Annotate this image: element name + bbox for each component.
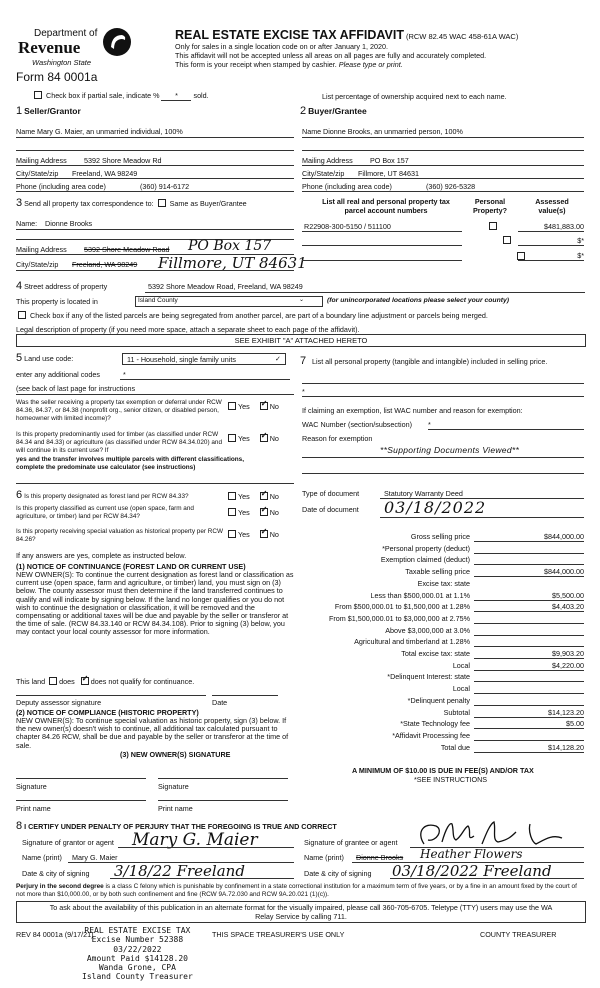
s6-question-3: Is this property receiving special valuation as historical property per RCW 84.26? (16, 528, 224, 544)
s5-question-1: Was the seller receiving a property tax exemption or deferral under RCW 84.36, 84.37, or 84.38 (nonprofit org., senior citizen, or disabled person, homeowner with limited income)? (16, 399, 222, 423)
section-6-number: 6 (16, 489, 23, 501)
grantor-date-city[interactable]: 3/18/22 Freeland (114, 862, 245, 880)
see-back-note: (see back of last page for instructions (16, 384, 136, 393)
s6-q2-yes-checkbox[interactable] (228, 508, 236, 516)
doc-date[interactable]: 03/18/2022 (384, 498, 487, 517)
tax-row (300, 601, 584, 612)
additional-codes-label: enter any additional codes (16, 370, 100, 379)
additional-codes[interactable]: * (123, 370, 126, 379)
notice-2-heading: (2) NOTICE OF COMPLIANCE (HISTORIC PROPERTY) (16, 708, 199, 717)
tax-row-value[interactable] (474, 696, 584, 706)
stamp-line-5: Wanda Grone, CPA (98, 963, 176, 973)
owner-print-1-label: Print name (16, 804, 51, 813)
notice-1-heading: (1) NOTICE OF CONTINUANCE (FOREST LAND OR CURRENT USE) (16, 562, 246, 571)
grantor-sig-label: Signature of grantor or agent (22, 838, 114, 847)
stamp-line-2: Excise Number 52388 (91, 935, 184, 945)
buyer-name[interactable]: Dionne Brooks, an unmarried person, 100% (323, 127, 463, 136)
tax-row-label: Excise tax: state (417, 578, 470, 588)
s6-q2-answers (226, 508, 279, 517)
tax-row-label: Taxable selling price (405, 567, 470, 577)
minimum-due: A MINIMUM OF $10.00 IS DUE IN FEE(S) AND/OR TAX (352, 766, 534, 775)
tax-row (300, 636, 584, 647)
doc-type-label: Type of document (302, 489, 360, 498)
buyer-mail-label: Mailing Address (302, 156, 353, 165)
s5-q2-answers (226, 434, 279, 443)
tax-row (300, 742, 584, 753)
stamp-line-1: REAL ESTATE EXCISE TAX (84, 926, 191, 935)
wac-value[interactable]: * (428, 420, 431, 429)
land-use-value: 11 - Household, single family units (127, 355, 236, 364)
seller-phone[interactable]: (360) 914-6172 (140, 182, 190, 191)
continuance-row (16, 677, 194, 686)
street-label: Street address of property (24, 282, 108, 291)
county-dropdown-icon: ⌄ (298, 297, 304, 303)
header-line3 (175, 60, 403, 69)
seller-mail[interactable]: 5392 Shore Meadow Rd (84, 156, 162, 165)
seller-phone-label: Phone (including area code) (16, 182, 106, 191)
tax-row-value[interactable] (474, 614, 584, 624)
legal-description[interactable] (16, 334, 586, 347)
buyer-city-label: City/State/zip (302, 169, 345, 178)
stamp-line-4: Amount Paid $14128.20 (86, 953, 188, 963)
buyer-phone-label: Phone (including area code) (302, 182, 392, 191)
corr-name-label: Name: (16, 219, 38, 228)
s6-q1-answers (226, 492, 279, 501)
tax-row-label: Local (452, 684, 470, 694)
same-as-buyer-checkbox[interactable] (158, 199, 166, 207)
legal-label: Legal description of property (if you need more space, attach a separate sheet to each page of the affidavit). (16, 325, 360, 334)
tax-row-value[interactable] (474, 626, 584, 636)
street-address[interactable]: 5392 Shore Meadow Road, Freeland, WA 98249 (148, 282, 303, 291)
corr-city-struck: Freeland, WA 98249 (72, 260, 138, 269)
s6-q1-yes-label: Yes (238, 492, 250, 501)
parcel-head-1a: List all real and personal property tax (322, 197, 450, 206)
partial-sale (32, 91, 209, 101)
buyer-name-label: Name (302, 127, 322, 136)
tax-row-label: Total due (440, 742, 470, 752)
tax-row (300, 707, 584, 718)
s5-q2-no-checkbox[interactable] (260, 434, 268, 442)
tax-row-label: *Personal property (deduct) (382, 543, 470, 553)
segregated-row (16, 311, 488, 320)
grantee-date-label: Date & city of signing (304, 869, 372, 878)
s5-q2-yes-label: Yes (238, 434, 250, 443)
land-use-label: Land use code: (24, 354, 74, 363)
section-1-number: 1 (16, 105, 23, 117)
tax-row-label: *State Technology fee (400, 719, 470, 729)
tax-row (300, 718, 584, 729)
reason-value[interactable]: **Supporting Documents Viewed** (380, 445, 520, 455)
tax-row-label: Local (452, 660, 470, 670)
grantee-signature-icon (412, 818, 582, 850)
parcel-value-1[interactable]: $481,883.00 (544, 222, 584, 231)
grantor-print-name[interactable]: Mary G. Maier (72, 853, 118, 862)
tax-row-label: From $1,500,000.01 to $3,000,000 at 2.75% (328, 613, 470, 623)
corr-city-handwritten: Fillmore, UT 84631 (158, 254, 307, 272)
tax-row-value[interactable] (474, 637, 584, 647)
s5-q1-no-label: No (269, 402, 279, 411)
stamp-line-6: Island County Treasurer (82, 972, 193, 982)
treasurer-use: THIS SPACE TREASURER'S USE ONLY (212, 930, 345, 939)
if-any-yes: If any answers are yes, complete as instructed below. (16, 551, 187, 560)
s4-street-row (16, 280, 107, 292)
partial-sale-checkbox[interactable] (34, 91, 42, 99)
perjury-bold: Perjury in the second degree (16, 883, 104, 890)
partial-sale-label: Check box if partial sale, indicate % (46, 91, 160, 100)
reason-label: Reason for exemption (302, 434, 373, 443)
wac-label: WAC Number (section/subsection) (302, 420, 412, 429)
s6-q1-no-label: No (269, 492, 279, 501)
section-4-number: 4 (16, 280, 23, 292)
parcel-head-2b: Property? (473, 206, 507, 215)
tax-row-value[interactable] (474, 684, 584, 694)
tax-row (300, 566, 584, 577)
tax-row-value[interactable]: $844,000.00 (474, 532, 584, 542)
correspondence-label: Send all property tax correspondence to: (24, 199, 154, 208)
grantee-name-label: Name (print) (304, 853, 344, 862)
parcel-head-1b: parcel account numbers (344, 206, 428, 215)
tax-row (300, 590, 584, 601)
land-use-select[interactable] (122, 353, 286, 365)
seller-heading (16, 105, 81, 117)
s6-q3-yes-label: Yes (238, 530, 250, 539)
tax-row-value[interactable] (474, 731, 584, 741)
s6-q1-row (16, 489, 189, 501)
legal-description-text: SEE EXHIBIT "A" ATTACHED HERETO (234, 336, 368, 345)
parcel-head-3 (522, 197, 582, 215)
correspondence-heading (16, 197, 247, 209)
grantee-struck-name: Dionne Brooks (356, 853, 404, 862)
corr-name[interactable]: Dionne Brooks (45, 219, 93, 228)
s5-q1-yes-label: Yes (238, 402, 250, 411)
this-land-label: This land (16, 677, 46, 686)
owner-signature-2-label: Signature (158, 782, 189, 791)
notice-1-body: NEW OWNER(S): To continue the current designation as forest land or classification as current use (open space, farm and agriculture, or timber) land, you must sign on (3) below. The county assessor must then determine if the land transferred continues to qualify and will indicate by signing below. If the land no longer qualifies or you do not wish to continue the designation or classification, it will be removed and the compensating or additional taxes will be due and payable by the seller or transferor at the time of sale. (RCW 84.33.140 or RCW 84.34.108). Prior to signing (3) below, you may contact your local county assessor for more information. (16, 570, 294, 637)
buyer-heading (300, 105, 367, 117)
tax-row (300, 648, 584, 659)
tax-row-label: *Delinquent penalty (407, 695, 470, 705)
tax-row-value[interactable] (474, 544, 584, 554)
exemption-label: If claiming an exemption, list WAC number and reason for exemption: (302, 406, 523, 415)
tax-row-label: Total excise tax: state (401, 649, 470, 658)
county-treasurer: COUNTY TREASURER (480, 930, 557, 939)
grantor-date-label: Date & city of signing (22, 869, 90, 878)
tax-row (300, 671, 584, 682)
s6-q2-no-checkbox[interactable] (260, 508, 268, 516)
tax-row-label: Agricultural and timberland at 1.28% (354, 637, 470, 647)
parcel-personal-checkbox-1[interactable] (489, 222, 497, 230)
tax-row (300, 660, 584, 671)
tax-row-label: Subtotal (443, 707, 470, 717)
s7-row (300, 355, 306, 367)
s6-question-2: Is this property classified as current use (open space, farm and agriculture, or timber) land per RCW 84.34? (16, 505, 194, 521)
section-3-number: 3 (16, 197, 23, 209)
parcel-head-1 (306, 197, 466, 215)
partial-sale-sold: sold. (193, 91, 209, 100)
s6-q2-yes-label: Yes (238, 508, 250, 517)
does-not-label: does not qualify for continuance. (90, 677, 195, 686)
tax-row-value[interactable]: $5.00 (474, 719, 584, 729)
alt-format-box (16, 901, 586, 923)
form-number: Form 84 0001a (16, 70, 98, 84)
tax-row-value[interactable] (474, 555, 584, 565)
tax-row-value[interactable]: $9,903.20 (474, 649, 584, 659)
tax-row (300, 683, 584, 694)
section-2-number: 2 (300, 105, 307, 117)
tax-row (300, 730, 584, 741)
uninc-note: (for unincorporated locations please select your county) (327, 297, 510, 304)
tax-row (300, 543, 584, 554)
seller-name[interactable]: Mary G. Maier, an unmarried individual, 100% (37, 127, 183, 136)
tax-row (300, 531, 584, 542)
s6-q3-answers (226, 530, 279, 539)
s5-question-2b: yes and the transfer involves multiple parcels with different classifications, complete the predominate use calculator (see instructions) (16, 456, 245, 472)
owner-print-2-label: Print name (158, 804, 193, 813)
s5-q2-no-label: No (269, 434, 279, 443)
does-checkbox[interactable] (49, 677, 57, 685)
buyer-city[interactable]: Fillmore, UT 84631 (358, 169, 419, 178)
header-line1: Only for sales in a single location code on or after January 1, 2020. (175, 42, 388, 51)
notice-2-body: NEW OWNER(S): To continue special valuation as historic property, sign (3) below. If the new owner(s) doesn't wish to continue, all additional tax calculated pursuant to chapter 84.26 RCW, shall be due and payable by the seller or transferor at the time of sale. (16, 716, 289, 750)
owner-signature-1-label: Signature (16, 782, 47, 791)
treasurer-stamp (82, 926, 193, 982)
dept-line2: Revenue (18, 38, 81, 57)
personal-property-label: List all personal property (tangible and intangible) included in selling price. (312, 357, 548, 366)
county-select-value: Island County (138, 297, 178, 304)
title-ref: (RCW 82.45 WAC 458-61A WAC) (405, 32, 519, 41)
section-8-number: 8 (16, 820, 23, 832)
personal-property-value[interactable]: * (302, 387, 305, 396)
tax-row-label: *Affidavit Processing fee (392, 730, 470, 740)
does-label: does (59, 677, 75, 686)
seller-city[interactable]: Freeland, WA 98249 (72, 169, 138, 178)
seller-city-label: City/State/zip (16, 169, 59, 178)
same-as-buyer-label: Same as Buyer/Grantee (169, 199, 247, 208)
tax-row-value[interactable]: $5,500.00 (474, 591, 584, 601)
tax-row-label: Above $3,000,000 at 3.0% (385, 625, 470, 635)
title-main: REAL ESTATE EXCISE TAX AFFIDAVIT (175, 28, 404, 42)
tax-row-value[interactable]: $14,128.20 (474, 743, 584, 753)
grantee-date-city[interactable]: 03/18/2022 Freeland (392, 862, 552, 880)
header-line3-text: This form is your receipt when stamped by cashier. (175, 60, 337, 69)
section-5-number: 5 (16, 352, 23, 364)
parcel-head-3b: value(s) (538, 206, 566, 215)
located-label: This property is located in (16, 297, 98, 306)
header-line3-italic: Please type or print. (338, 60, 403, 69)
perjury-note (16, 883, 584, 899)
segregated-checkbox[interactable] (18, 311, 26, 319)
s5-question-2: Is this property predominantly used for timber (as classified under RCW 84.34 and 84.33) or agriculture (as classified under RCW 84.34.020) and will continue in its current use? If (16, 431, 223, 455)
tax-row (300, 625, 584, 636)
tax-row-label: *Delinquent Interest: state (387, 672, 470, 682)
tax-row-label: Gross selling price (410, 532, 470, 541)
tax-row-value[interactable] (474, 579, 584, 588)
tax-row (300, 695, 584, 706)
tax-row-value[interactable]: $4,403.20 (474, 602, 584, 612)
tax-row-label: From $500,000.01 to $1,500,000 at 1.28% (334, 602, 470, 612)
notice-3-heading: (3) NEW OWNER(S) SIGNATURE (120, 750, 231, 759)
section-7-number: 7 (300, 355, 307, 367)
seller-name-label: Name (16, 127, 36, 136)
tax-row-label: Exemption claimed (deduct) (380, 555, 470, 565)
alt-format-text: To ask about the availability of this publication in an alternate format for the visually impaired, please call 360-705-6705. Teletype (TTY) users may use the WA Relay Service by calling 711. (49, 903, 553, 921)
s5-q1-yes-checkbox[interactable] (228, 402, 236, 410)
s6-q2-no-label: No (269, 508, 279, 517)
county-select[interactable] (135, 296, 323, 307)
s5-q2-yes-checkbox[interactable] (228, 434, 236, 442)
grantor-name-label: Name (print) (22, 853, 62, 862)
s6-q3-no-label: No (269, 530, 279, 539)
doc-type[interactable]: Statutory Warranty Deed (384, 489, 463, 498)
s5-q1-answers (226, 402, 279, 411)
does-not-checkbox[interactable] (81, 677, 89, 685)
deputy-signature-label: Deputy assessor signature (16, 698, 102, 707)
land-use-dropdown-icon: ✓ (274, 354, 281, 363)
s5-row (16, 352, 73, 364)
s5-q1-no-checkbox[interactable] (260, 402, 268, 410)
s6-question-1: Is this property designated as forest land per RCW 84.33? (24, 493, 189, 500)
parcel-head-3a: Assessed (535, 197, 569, 206)
partial-sale-percent[interactable]: * (161, 91, 191, 101)
tax-row (300, 613, 584, 624)
parcel-head-2 (468, 197, 512, 215)
header-line2: This affidavit will not be accepted unless all areas on all pages are fully and accurately completed. (175, 51, 487, 60)
s6-q3-yes-checkbox[interactable] (228, 530, 236, 538)
tax-row (300, 554, 584, 565)
buyer-phone[interactable]: (360) 926-5328 (426, 182, 476, 191)
corr-mail-struck: 5392 Shore Meadow Road (84, 245, 170, 254)
s6-q3-no-checkbox[interactable] (260, 530, 268, 538)
certify-text: I CERTIFY UNDER PENALTY OF PERJURY THAT THE FOREGOING IS TRUE AND CORRECT (24, 822, 337, 831)
rev-number: REV 84 0001a (9/17/21) (16, 930, 94, 939)
perjury-text: is a class C felony which is punishable by confinement in a state correctional institution for a maximum term of five years, or by a fine in an amount fixed by the court of not more than $10,000.00, or by both such confinement and fine (RCW 9A.72.030 and RCW 9A.20.021 (1)(c)). (16, 883, 577, 898)
form-title (175, 28, 518, 42)
parcel-value-2[interactable]: $* (577, 236, 584, 245)
grantor-signature[interactable]: Mary G. Maier (132, 830, 258, 850)
tax-row-label: Less than $500,000.01 at 1.1% (370, 590, 470, 600)
tax-row-value[interactable] (474, 672, 584, 682)
tax-row-value[interactable]: $844,000.00 (474, 567, 584, 577)
parcel-personal-checkbox-2[interactable] (503, 236, 511, 244)
dept-line1: Department of (34, 28, 98, 39)
buyer-heading-label: Buyer/Grantee (308, 106, 367, 116)
parcel-head-2a: Personal (474, 197, 506, 206)
dor-logo-icon (102, 27, 132, 57)
dept-line3: Washington State (32, 58, 92, 67)
tax-row (300, 578, 584, 589)
doc-date-label: Date of document (302, 505, 359, 514)
corr-city-label: City/State/zip (16, 260, 59, 269)
parcel-acct-1[interactable]: R22908-300-5150 / 511100 (304, 222, 391, 231)
corr-mail-handwritten: PO Box 157 (188, 238, 272, 254)
s6-q1-no-checkbox[interactable] (260, 492, 268, 500)
seller-mail-label: Mailing Address (16, 156, 67, 165)
stamp-line-3: 03/22/2022 (113, 944, 162, 954)
ownership-note: List percentage of ownership acquired next to each name. (322, 92, 507, 101)
seller-heading-label: Seller/Grantor (24, 106, 81, 116)
tax-row-value[interactable]: $4,220.00 (474, 661, 584, 671)
grantee-sig-label: Signature of grantee or agent (304, 838, 398, 847)
deputy-date-label: Date (212, 698, 228, 707)
buyer-mail[interactable]: PO Box 157 (370, 156, 409, 165)
see-instructions: *SEE INSTRUCTIONS (414, 775, 488, 784)
tax-row-value[interactable]: $14,123.20 (474, 708, 584, 718)
parcel-value-3[interactable]: $* (577, 251, 584, 260)
segregated-label: Check box if any of the listed parcels are being segregated from another parcel, are part of a boundary line adjustment or parcels being merged. (30, 311, 488, 320)
s6-q1-yes-checkbox[interactable] (228, 492, 236, 500)
grantee-handwritten-name[interactable]: Heather Flowers (420, 847, 523, 861)
corr-mail-label: Mailing Address (16, 245, 67, 254)
